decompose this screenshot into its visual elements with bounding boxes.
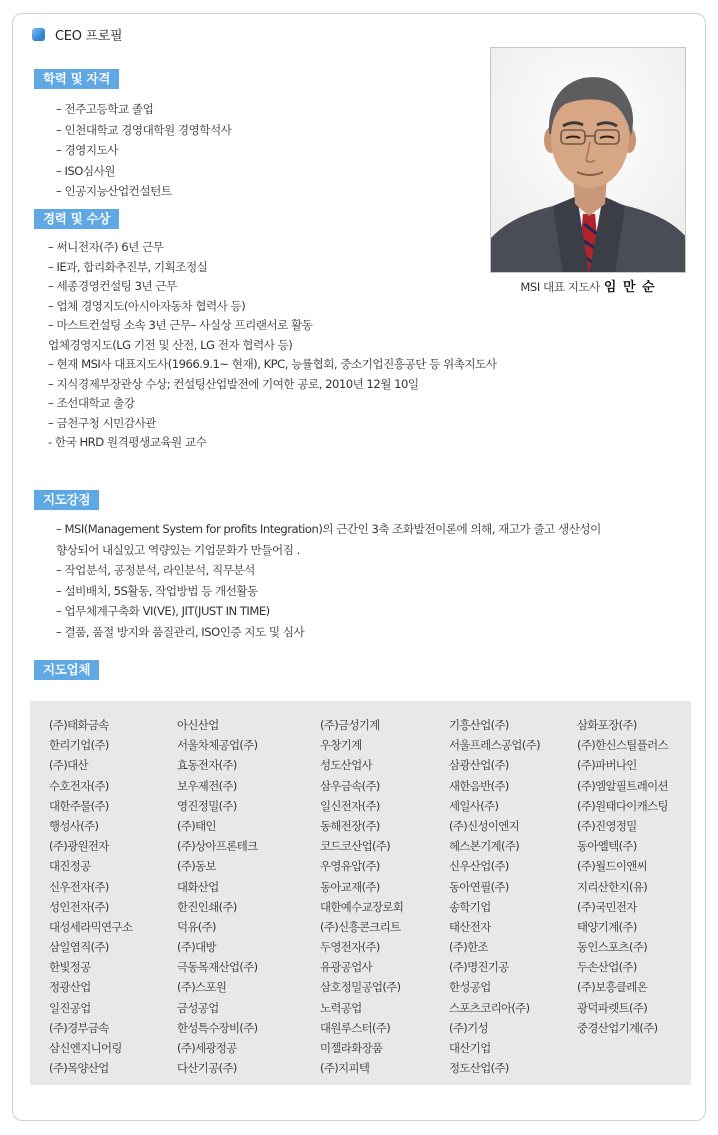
client-company: (주)목양산업 [49, 1061, 109, 1076]
client-company: 삼일염직(주) [49, 940, 109, 955]
client-company: 덕유(주) [177, 919, 216, 934]
client-company: 삼우금속(주) [320, 778, 380, 793]
client-company: 서울프레스공업(주) [449, 738, 540, 753]
client-company: (주)한신스틸플러스 [577, 738, 668, 753]
client-company: (주)국민전자 [577, 899, 637, 914]
client-company: 대진정공 [49, 859, 91, 874]
client-company: 헤스본기계(주) [449, 839, 520, 854]
client-company: (주)신흥콘크리트 [320, 919, 401, 934]
career-item: - 한국 HRD 원격평생교육원 교수 [48, 435, 207, 449]
strength-item: – MSI(Management System for profits Integration)의 근간인 3축 조화발전이론에 의해, 재고가 줄고 생산성이 [56, 522, 601, 536]
client-company: 대원루스터(주) [320, 1020, 391, 1035]
education-item: – 경영지도사 [56, 143, 118, 157]
client-company: 우영유압(주) [320, 859, 380, 874]
client-company: 보우제전(주) [177, 778, 237, 793]
ceo-caption [490, 276, 686, 295]
strength-item: – 업무체계구축화 VI(VE), JIT(JUST IN TIME) [56, 604, 270, 618]
client-company: 우창기계 [320, 738, 362, 753]
client-company: (주)명진기공 [449, 960, 509, 975]
client-company [577, 1058, 689, 1078]
career-item: – 지식경제부장관상 수상; 컨설팅산업발전에 기여한 공로, 2010년 12월 10일 [48, 376, 419, 391]
client-company: (주)동보 [177, 859, 216, 874]
client-company: 성인전자(주) [49, 899, 109, 914]
client-company: (주)경부금속 [49, 1020, 109, 1035]
strength-item: 향상되어 내실있고 역량있는 기업문화가 만들어짐 . [56, 542, 300, 557]
client-company: 중경산업기계(주) [577, 1020, 658, 1035]
education-list [56, 99, 231, 202]
client-company: 정도산업(주) [449, 1061, 509, 1076]
client-company: (주)한조 [449, 940, 488, 955]
client-company: 일진공업 [49, 1000, 91, 1015]
client-company: 두영전자(주) [320, 940, 380, 955]
client-company: (주)태화금속 [49, 718, 109, 732]
education-item: – ISO심사원 [56, 163, 115, 178]
career-item: – 업체 경영지도(아시아자동차 협력사 등) [48, 298, 246, 313]
client-company: 광덕파렛트(주) [577, 1000, 648, 1015]
client-company: (주)기성 [449, 1020, 488, 1035]
client-company: 노력공업 [320, 1000, 362, 1015]
client-company: 태양기계(주) [577, 919, 637, 934]
career-item: 업체경영지도(LG 기전 및 산전, LG 전자 협력사 등) [48, 337, 293, 352]
strength-item: – 작업분석, 공정분석, 라인분석, 직무분석 [56, 563, 255, 577]
client-company: 삼호정밀공업(주) [320, 980, 401, 995]
client-company: 삼화포장(주) [577, 718, 637, 732]
client-company: 한진인쇄(주) [177, 899, 237, 914]
client-company: (주)대방 [177, 940, 216, 955]
client-company: 기흥산업(주) [449, 718, 509, 732]
client-company: (주)월드이앤씨 [577, 859, 648, 874]
client-company: 대산기업 [449, 1041, 491, 1055]
client-company: 두손산업(주) [577, 960, 637, 975]
client-company: 대한예수교장로회 [320, 899, 404, 914]
strength-item: – 설비배치, 5S활동, 작업방법 등 개선활동 [56, 583, 258, 598]
client-company: 동아교재(주) [320, 879, 380, 894]
client-company: 세일사(주) [449, 798, 499, 813]
client-company: (주)상아프론테크 [177, 839, 258, 854]
client-company: 효동전자(주) [177, 758, 237, 773]
client-company: (주)신성이엔지 [449, 818, 520, 833]
client-company: 신우전자(주) [49, 879, 109, 894]
client-company: (주)파버나인 [577, 758, 637, 773]
education-item: – 인천대학교 경영대학원 경영학석사 [56, 122, 232, 137]
client-company: 태산전자 [449, 919, 491, 934]
client-company: 동아연필(주) [449, 879, 509, 894]
client-company: 신우산업(주) [449, 859, 509, 874]
client-company: (주)금성기계 [320, 718, 380, 732]
client-company: 정광산업 [49, 980, 91, 995]
strength-item: – 결품, 품절 방지와 품질관리, ISO인증 지도 및 심사 [56, 624, 305, 639]
client-company: (주)보흥클레온 [577, 980, 648, 995]
client-company: 한성공업 [449, 980, 491, 995]
career-item: – 마스트컨설팅 소속 3년 근무– 사실상 프리랜서로 활동 [48, 318, 313, 332]
education-item: – 전주고등학교 졸업 [56, 102, 154, 116]
section-label-clients: 지도업체 [34, 660, 99, 680]
client-company: 다산기공(주) [177, 1061, 237, 1076]
client-company: 대성세라믹연구소 [49, 919, 133, 934]
client-company: 한성특수장비(주) [177, 1020, 258, 1035]
strength-list [56, 519, 601, 642]
client-company: 한빛정공 [49, 960, 91, 975]
page-title: CEO 프로필 [55, 28, 123, 44]
client-company: (주)태인 [177, 818, 216, 833]
client-company: 동아엘텍(주) [577, 839, 637, 854]
client-company: 서울차체공업(주) [177, 738, 258, 753]
client-company: 행성사(주) [49, 818, 99, 833]
client-company: 금성공업 [177, 1000, 219, 1015]
client-company: 영진정밀(주) [177, 798, 237, 813]
career-item: – 조선대학교 출강 [48, 396, 135, 410]
page-header [32, 24, 122, 44]
section-label-strength: 지도강점 [34, 490, 99, 510]
section-label-education: 학력 및 자격 [34, 69, 119, 89]
client-company: 일신전자(주) [320, 798, 380, 813]
career-list [48, 238, 496, 453]
client-company: 수호전자(주) [49, 778, 109, 793]
client-company: 미젤라화장품 [320, 1041, 383, 1055]
client-company: (주)원태다이캐스팅 [577, 798, 668, 813]
client-company [577, 1038, 689, 1058]
client-company: 삼광산업(주) [449, 758, 509, 773]
client-company: 새한음반(주) [449, 778, 509, 793]
client-company: 동인스포츠(주) [577, 940, 648, 955]
clients-panel [30, 701, 691, 1085]
section-label-career: 경력 및 수상 [34, 209, 119, 229]
client-company: (주)광원전자 [49, 839, 109, 854]
ceo-name: 임 만 순 [603, 280, 656, 295]
client-company: (주)세광정공 [177, 1041, 237, 1055]
client-company: (주)대산 [49, 758, 88, 773]
client-company: (주)지피텍 [320, 1061, 370, 1076]
client-company: 성도산업사 [320, 758, 373, 773]
career-item: – IE과, 합리화추진부, 기획조정실 [48, 259, 208, 274]
client-company: 삼신엔지니어링 [49, 1041, 122, 1055]
caption-prefix: MSI 대표 지도사 [520, 280, 600, 294]
client-company: 대한주물(주) [49, 798, 109, 813]
client-company: (주)진영정밀 [577, 818, 637, 833]
client-company: 한리기업(주) [49, 738, 109, 753]
ceo-photo [490, 47, 686, 273]
clients-grid [49, 715, 689, 1078]
career-item: – 금천구청 시민감사관 [48, 415, 156, 430]
client-company: 지리산한지(유) [577, 879, 648, 894]
client-company: 아신산업 [177, 718, 219, 732]
bullet-square-icon [32, 28, 45, 41]
client-company: (주)엠알필트레이션 [577, 778, 668, 793]
client-company: 스포츠코리아(주) [449, 1000, 530, 1015]
portrait-illustration [491, 48, 686, 273]
career-item: – 세종경영컨설팅 3년 근무 [48, 279, 177, 293]
career-item: – 써니전자(주) 6년 근무 [48, 240, 164, 254]
client-company: 코드코산업(주) [320, 839, 391, 854]
education-item: – 인공지능산업컨설턴트 [56, 184, 172, 198]
client-company: 유광공업사 [320, 960, 373, 975]
client-company: 동해전장(주) [320, 818, 380, 833]
client-company: 극동목재산업(주) [177, 960, 258, 975]
client-company: 송학기업 [449, 899, 491, 914]
client-company: (주)스포원 [177, 980, 227, 995]
career-item: – 현재 MSI사 대표지도사(1966.9.1~ 현재), KPC, 능률협회, 중소기업진흥공단 등 위촉지도사 [48, 357, 497, 371]
client-company: 대화산업 [177, 879, 219, 894]
